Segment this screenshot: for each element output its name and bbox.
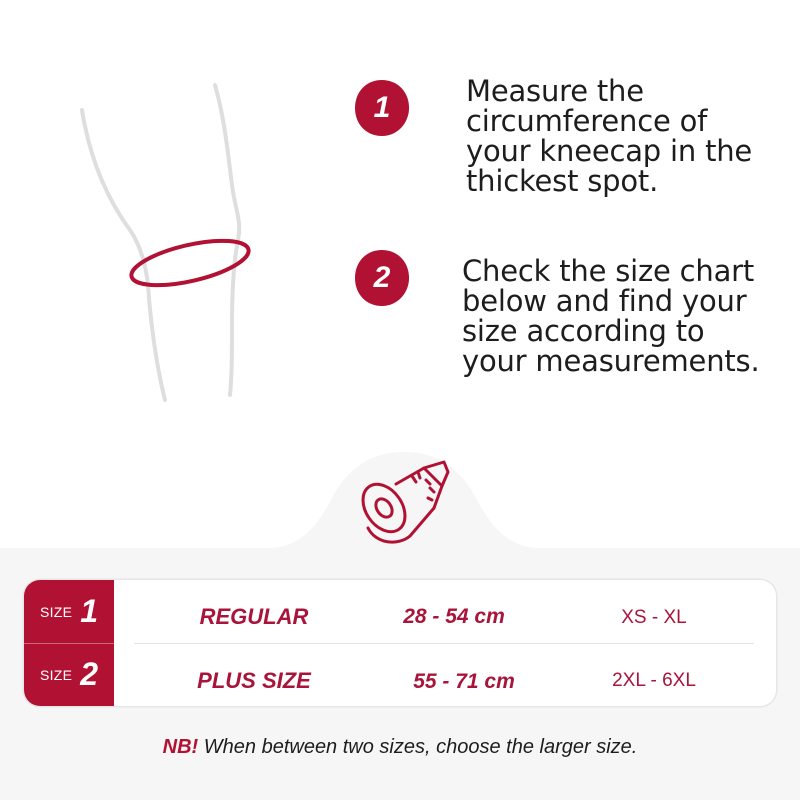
size-tab bbox=[24, 580, 114, 706]
row-divider bbox=[134, 643, 754, 644]
size-range-1: 28 - 54 cm bbox=[403, 605, 505, 628]
step-text-1: Measure the circumference of your kneecap in the thickest spot. bbox=[466, 74, 753, 198]
size-word: SIZE bbox=[39, 603, 73, 620]
size-letters-2: 2XL - 6XL bbox=[612, 670, 696, 691]
size-word: SIZE bbox=[39, 666, 73, 683]
size-name-2: PLUS SIZE bbox=[197, 668, 311, 693]
step-text-2: Check the size chart below and find your size according to your measurements. bbox=[462, 254, 760, 378]
step-number-2: 2 bbox=[373, 261, 391, 294]
size-label-2 bbox=[24, 643, 114, 706]
note-text: When between two sizes, choose the larger size. bbox=[203, 736, 638, 758]
size-range-2: 55 - 71 cm bbox=[413, 670, 515, 693]
tape-measure-icon bbox=[352, 458, 452, 550]
size-name-1: REGULAR bbox=[199, 604, 309, 629]
size-label-1 bbox=[24, 580, 114, 643]
size-letters-1: XS - XL bbox=[621, 607, 687, 628]
size-note bbox=[0, 736, 800, 759]
size-chart bbox=[24, 580, 776, 706]
size-number: 1 bbox=[80, 593, 99, 629]
step-number-1: 1 bbox=[373, 91, 391, 124]
size-number: 2 bbox=[80, 656, 99, 692]
knee-outline-icon bbox=[60, 70, 300, 410]
note-prefix: NB! bbox=[162, 736, 199, 758]
